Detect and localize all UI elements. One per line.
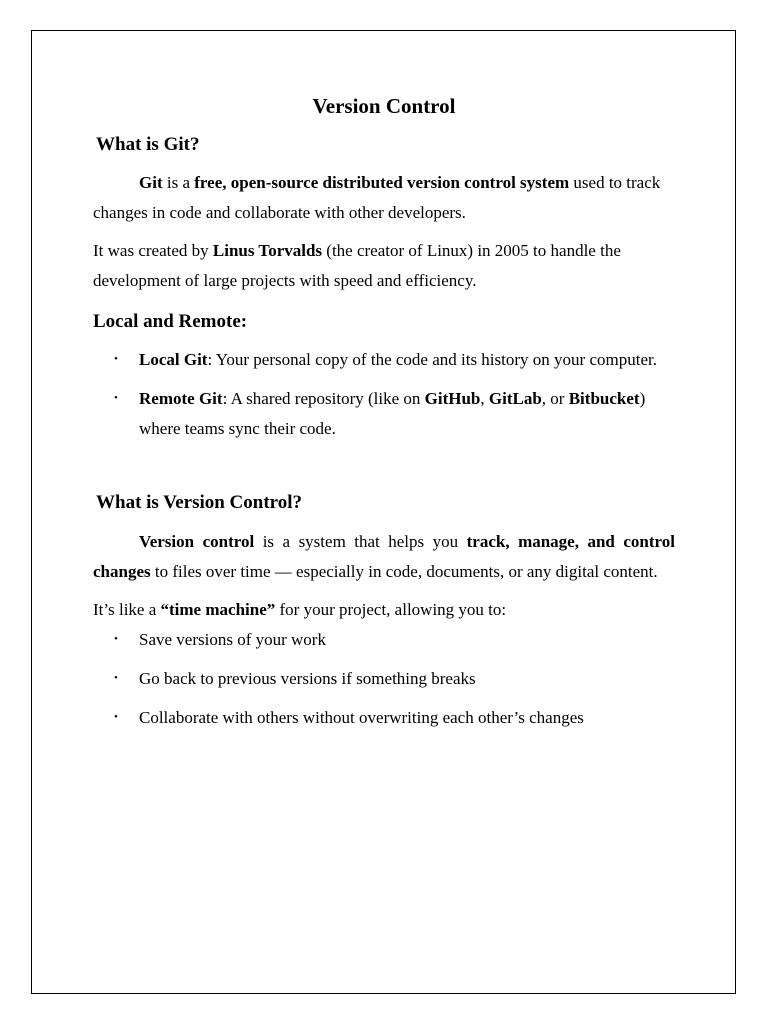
bold-free-open-source: free, open-source distributed version control system (194, 173, 570, 192)
local-remote-list (93, 345, 675, 443)
bold-linus-torvalds: Linus Torvalds (212, 241, 323, 260)
document-body (93, 91, 675, 742)
bold-track-manage-control: track, manage, and control changes (93, 532, 675, 581)
list-item-remote-git (93, 384, 675, 443)
text-segment: to files over time — especially in code, documents, or any digital content. (150, 561, 658, 581)
list-item-local-git (93, 345, 675, 375)
text-segment: is a (162, 173, 195, 192)
bold-version-control: Version control (139, 532, 255, 551)
bullet-icon: • (114, 353, 118, 365)
text-segment: for your project, allowing you to: (275, 600, 507, 619)
text-segment: It’s like a (93, 600, 161, 619)
list-item-text: Go back to previous versions if something breaks (139, 668, 476, 688)
git-definition-paragraph (93, 168, 675, 227)
bold-local-git: Local Git (139, 350, 208, 369)
list-item-save-versions (93, 625, 675, 655)
list-item-collaborate (93, 703, 675, 733)
bold-github: GitHub (424, 389, 481, 408)
text-segment: used to track changes in code and collaborate with other developers. (93, 173, 661, 222)
list-item-go-back (93, 664, 675, 694)
bold-time-machine: “time machine” (160, 600, 276, 619)
text-segment: : Your personal copy of the code and its history on your computer. (207, 350, 657, 369)
heading-what-is-git: What is Git? (96, 134, 200, 155)
bullet-icon: • (114, 710, 118, 723)
bold-remote-git: Remote Git (139, 389, 223, 408)
time-machine-paragraph (93, 595, 675, 625)
heading-local-and-remote: Local and Remote: (93, 311, 248, 332)
text-segment: : A shared repository (like on (222, 389, 425, 408)
bullet-icon: • (114, 632, 118, 645)
bold-gitlab: GitLab (488, 389, 542, 408)
list-item-text: Collaborate with others without overwriting each other’s changes (139, 707, 584, 727)
version-control-definition-paragraph (93, 527, 675, 586)
text-segment: ) where teams sync their code. (139, 389, 646, 438)
document-title: Version Control (312, 94, 456, 118)
text-segment: It was created by (93, 241, 213, 260)
bullet-icon: • (114, 392, 118, 404)
bold-git: Git (139, 173, 163, 192)
git-history-paragraph (93, 236, 675, 295)
bold-bitbucket: Bitbucket (568, 389, 640, 408)
text-segment: , or (541, 389, 569, 408)
bullet-icon: • (114, 671, 118, 684)
heading-what-is-version-control: What is Version Control? (96, 492, 303, 513)
text-segment: , (480, 389, 489, 408)
list-item-text: Save versions of your work (139, 629, 326, 649)
text-segment: (the creator of Linux) in 2005 to handle the development of large projects with speed and efficiency. (93, 241, 621, 290)
text-segment: is a system that helps you (254, 532, 467, 551)
version-control-benefits-list (93, 625, 675, 733)
